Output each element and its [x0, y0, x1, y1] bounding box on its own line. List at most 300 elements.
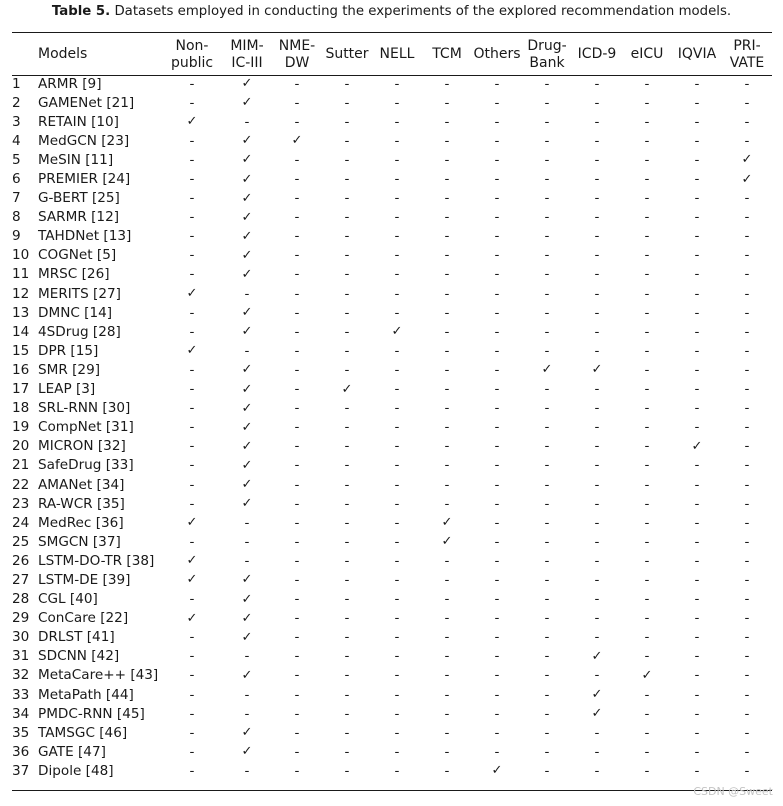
dataset-cell: [572, 399, 622, 418]
dataset-cell: [572, 208, 622, 227]
dataset-mark: -: [394, 419, 400, 436]
table-row: [12, 208, 772, 227]
row-number: 14: [12, 323, 30, 340]
dataset-mark: -: [544, 495, 550, 512]
model-name: LSTM-DO-TR [38]: [38, 552, 155, 569]
dataset-mark: ✓: [591, 362, 603, 378]
dataset-mark: -: [189, 209, 195, 226]
dataset-cell: [722, 93, 772, 112]
dataset-cell: [322, 475, 372, 494]
dataset-cell: [322, 532, 372, 551]
dataset-cell: [472, 590, 522, 609]
dataset-cell: [722, 418, 772, 437]
dataset-cell: [622, 551, 672, 570]
dataset-mark: -: [394, 743, 400, 760]
dataset-cell: [162, 284, 222, 303]
dataset-cell: [372, 322, 422, 341]
dataset-cell: [372, 303, 422, 322]
column-header-line: TCM: [432, 46, 462, 62]
row-number: 5: [12, 151, 21, 168]
dataset-mark: -: [244, 533, 250, 550]
model-name: PMDC-RNN [45]: [38, 705, 145, 722]
dataset-mark: -: [394, 171, 400, 188]
dataset-cell: [672, 456, 722, 475]
dataset-cell: [572, 380, 622, 399]
dataset-cell: [722, 590, 772, 609]
column-header: [422, 35, 472, 74]
model-name: GAMENet [21]: [38, 94, 135, 111]
dataset-cell: [672, 723, 722, 742]
row-number: 2: [12, 94, 21, 111]
dataset-cell: [372, 265, 422, 284]
dataset-mark: -: [594, 438, 600, 455]
dataset-mark: -: [189, 247, 195, 264]
dataset-mark: -: [694, 209, 700, 226]
dataset-mark: -: [444, 247, 450, 264]
dataset-cell: [322, 169, 372, 188]
dataset-cell: [372, 227, 422, 246]
dataset-cell: [622, 150, 672, 169]
dataset-cell: [162, 456, 222, 475]
dataset-cell: [322, 551, 372, 570]
dataset-cell: [222, 169, 272, 188]
dataset-cell: [272, 112, 322, 131]
dataset-cell: [162, 265, 222, 284]
dataset-mark: -: [244, 762, 250, 779]
dataset-mark: -: [494, 743, 500, 760]
dataset-mark: -: [494, 132, 500, 149]
dataset-cell: [472, 437, 522, 456]
dataset-cell: [472, 265, 522, 284]
row-number: 27: [12, 571, 30, 588]
dataset-cell: [672, 570, 722, 589]
dataset-cell: [372, 246, 422, 265]
dataset-mark: -: [644, 629, 650, 646]
dataset-cell: [622, 494, 672, 513]
row-number: 16: [12, 361, 30, 378]
dataset-mark: -: [644, 533, 650, 550]
dataset-cell: [472, 322, 522, 341]
dataset-cell: [372, 532, 422, 551]
dataset-mark: -: [294, 419, 300, 436]
dataset-cell: [622, 590, 672, 609]
dataset-mark: -: [544, 113, 550, 130]
dataset-cell: [322, 227, 372, 246]
dataset-mark: -: [744, 533, 750, 550]
dataset-mark: -: [444, 438, 450, 455]
dataset-mark: -: [344, 113, 350, 130]
table-row: [12, 189, 772, 208]
dataset-mark: -: [544, 94, 550, 111]
dataset-mark: -: [594, 457, 600, 474]
dataset-mark: ✓: [591, 648, 603, 664]
dataset-cell: [162, 513, 222, 532]
dataset-mark: -: [444, 629, 450, 646]
dataset-mark: -: [189, 705, 195, 722]
model-name: MedGCN [23]: [38, 132, 130, 149]
dataset-mark: -: [189, 361, 195, 378]
model-name: ConCare [22]: [38, 610, 129, 627]
dataset-cell: [522, 322, 572, 341]
dataset-cell: [422, 380, 472, 399]
dataset-cell: [162, 475, 222, 494]
dataset-mark: -: [344, 190, 350, 207]
dataset-mark: -: [544, 533, 550, 550]
dataset-mark: ✓: [741, 171, 753, 187]
dataset-mark: -: [744, 304, 750, 321]
dataset-mark: -: [694, 762, 700, 779]
dataset-cell: [722, 360, 772, 379]
dataset-mark: -: [344, 591, 350, 608]
dataset-cell: [672, 169, 722, 188]
model-name: RA-WCR [35]: [38, 495, 125, 512]
dataset-cell: [372, 360, 422, 379]
dataset-cell: [572, 322, 622, 341]
dataset-mark: -: [189, 457, 195, 474]
dataset-cell: [422, 647, 472, 666]
dataset-mark: -: [644, 132, 650, 149]
dataset-cell: [622, 647, 672, 666]
model-cell: [12, 704, 162, 723]
dataset-mark: -: [294, 629, 300, 646]
dataset-mark: -: [294, 190, 300, 207]
dataset-mark: -: [344, 209, 350, 226]
dataset-cell: [422, 74, 472, 93]
dataset-cell: [222, 551, 272, 570]
dataset-mark: -: [544, 476, 550, 493]
dataset-cell: [522, 284, 572, 303]
dataset-cell: [622, 437, 672, 456]
dataset-mark: -: [344, 171, 350, 188]
dataset-cell: [572, 551, 622, 570]
dataset-mark: -: [544, 571, 550, 588]
dataset-cell: [222, 666, 272, 685]
dataset-mark: -: [694, 132, 700, 149]
dataset-cell: [672, 265, 722, 284]
dataset-mark: -: [694, 381, 700, 398]
dataset-cell: [672, 742, 722, 761]
dataset-mark: -: [444, 762, 450, 779]
dataset-cell: [622, 513, 672, 532]
dataset-cell: [162, 704, 222, 723]
dataset-cell: [222, 513, 272, 532]
dataset-mark: -: [644, 151, 650, 168]
dataset-cell: [222, 494, 272, 513]
row-number: 11: [12, 266, 30, 283]
dataset-cell: [722, 189, 772, 208]
model-cell: [12, 761, 162, 780]
table-row: [12, 93, 772, 112]
dataset-mark: -: [644, 438, 650, 455]
dataset-mark: ✓: [241, 725, 253, 741]
dataset-cell: [422, 761, 472, 780]
dataset-cell: [672, 131, 722, 150]
dataset-cell: [422, 322, 472, 341]
dataset-mark: -: [594, 113, 600, 130]
model-name: Dipole [48]: [38, 762, 114, 779]
dataset-mark: -: [594, 533, 600, 550]
dataset-cell: [722, 150, 772, 169]
dataset-mark: -: [444, 686, 450, 703]
dataset-cell: [472, 227, 522, 246]
dataset-cell: [222, 208, 272, 227]
dataset-mark: -: [494, 381, 500, 398]
dataset-mark: -: [294, 304, 300, 321]
row-number: 36: [12, 743, 30, 760]
dataset-mark: -: [594, 400, 600, 417]
dataset-mark: -: [644, 361, 650, 378]
dataset-cell: [472, 169, 522, 188]
dataset-cell: [622, 322, 672, 341]
dataset-cell: [722, 475, 772, 494]
dataset-cell: [162, 112, 222, 131]
dataset-cell: [272, 246, 322, 265]
table-row: [12, 456, 772, 475]
dataset-cell: [322, 284, 372, 303]
dataset-cell: [472, 284, 522, 303]
dataset-cell: [322, 456, 372, 475]
dataset-cell: [422, 265, 472, 284]
dataset-cell: [422, 399, 472, 418]
dataset-cell: [622, 131, 672, 150]
dataset-cell: [572, 437, 622, 456]
dataset-cell: [622, 169, 672, 188]
table-row: [12, 590, 772, 609]
dataset-cell: [322, 666, 372, 685]
model-name: CompNet [31]: [38, 419, 134, 436]
row-number: 1: [12, 75, 21, 92]
dataset-cell: [222, 609, 272, 628]
dataset-mark: -: [189, 476, 195, 493]
dataset-mark: -: [744, 228, 750, 245]
column-header: [322, 35, 372, 74]
dataset-mark: -: [694, 151, 700, 168]
dataset-cell: [222, 303, 272, 322]
dataset-cell: [572, 742, 622, 761]
dataset-mark: -: [244, 342, 250, 359]
dataset-mark: -: [444, 171, 450, 188]
column-header-line: NELL: [379, 46, 415, 62]
dataset-mark: -: [189, 75, 195, 92]
dataset-cell: [672, 647, 722, 666]
dataset-mark: -: [394, 571, 400, 588]
dataset-cell: [722, 647, 772, 666]
dataset-cell: [272, 494, 322, 513]
dataset-mark: -: [444, 94, 450, 111]
dataset-cell: [572, 341, 622, 360]
dataset-mark: -: [394, 209, 400, 226]
dataset-cell: [622, 93, 672, 112]
model-name: COGNet [5]: [38, 247, 117, 264]
dataset-cell: [162, 399, 222, 418]
dataset-cell: [472, 494, 522, 513]
dataset-cell: [472, 609, 522, 628]
dataset-mark: -: [244, 113, 250, 130]
dataset-cell: [222, 418, 272, 437]
dataset-mark: -: [394, 495, 400, 512]
dataset-cell: [372, 341, 422, 360]
dataset-cell: [722, 723, 772, 742]
dataset-mark: -: [294, 342, 300, 359]
column-header-line: MIM-: [230, 37, 264, 54]
dataset-cell: [422, 723, 472, 742]
dataset-mark: -: [744, 323, 750, 340]
dataset-cell: [722, 609, 772, 628]
dataset-mark: -: [544, 285, 550, 302]
dataset-cell: [272, 437, 322, 456]
model-name: ARMR [9]: [38, 75, 102, 92]
dataset-cell: [372, 150, 422, 169]
dataset-mark: ✓: [241, 457, 253, 473]
dataset-cell: [322, 647, 372, 666]
dataset-mark: ✓: [241, 305, 253, 321]
dataset-cell: [422, 246, 472, 265]
dataset-cell: [722, 532, 772, 551]
column-header-line: PRI-: [733, 37, 761, 54]
model-name: MetaPath [44]: [38, 686, 134, 703]
dataset-mark: -: [294, 94, 300, 111]
dataset-cell: [622, 685, 672, 704]
dataset-cell: [372, 704, 422, 723]
dataset-mark: -: [544, 724, 550, 741]
dataset-mark: -: [344, 705, 350, 722]
model-name: LSTM-DE [39]: [38, 571, 131, 588]
dataset-cell: [622, 380, 672, 399]
dataset-mark: -: [694, 514, 700, 531]
model-cell: [12, 131, 162, 150]
table-row: [12, 532, 772, 551]
dataset-cell: [372, 399, 422, 418]
table-row: [12, 761, 772, 780]
dataset-cell: [522, 399, 572, 418]
dataset-mark: -: [344, 132, 350, 149]
table-row: [12, 227, 772, 246]
dataset-cell: [162, 647, 222, 666]
dataset-cell: [672, 494, 722, 513]
dataset-mark: -: [544, 438, 550, 455]
table-caption-text: Datasets employed in conducting the experiments of the explored recommendation models.: [110, 4, 732, 19]
table-row: [12, 322, 772, 341]
dataset-mark: -: [294, 113, 300, 130]
dataset-cell: [272, 513, 322, 532]
model-name: DMNC [14]: [38, 304, 113, 321]
dataset-mark: -: [694, 400, 700, 417]
model-name: SRL-RNN [30]: [38, 400, 131, 417]
model-cell: [12, 380, 162, 399]
dataset-mark: -: [544, 591, 550, 608]
dataset-mark: -: [344, 762, 350, 779]
dataset-mark: ✓: [241, 152, 253, 168]
dataset-cell: [322, 590, 372, 609]
dataset-cell: [672, 418, 722, 437]
dataset-mark: -: [744, 75, 750, 92]
dataset-cell: [422, 609, 472, 628]
dataset-mark: -: [344, 419, 350, 436]
dataset-cell: [322, 609, 372, 628]
dataset-cell: [572, 456, 622, 475]
dataset-mark: -: [394, 667, 400, 684]
dataset-mark: -: [644, 762, 650, 779]
column-header-line: Models: [38, 46, 88, 62]
dataset-cell: [722, 169, 772, 188]
dataset-mark: -: [344, 610, 350, 627]
column-header: [162, 35, 222, 74]
model-cell: [12, 570, 162, 589]
column-header-models: [12, 35, 162, 74]
dataset-cell: [572, 189, 622, 208]
dataset-mark: -: [294, 171, 300, 188]
dataset-mark: -: [744, 743, 750, 760]
dataset-cell: [322, 150, 372, 169]
row-number: 4: [12, 132, 21, 149]
dataset-mark: -: [444, 285, 450, 302]
dataset-mark: -: [444, 113, 450, 130]
model-cell: [12, 208, 162, 227]
dataset-cell: [722, 761, 772, 780]
dataset-mark: -: [394, 762, 400, 779]
dataset-mark: -: [294, 667, 300, 684]
dataset-mark: -: [394, 438, 400, 455]
dataset-mark: -: [494, 94, 500, 111]
dataset-cell: [222, 532, 272, 551]
dataset-cell: [272, 93, 322, 112]
table-row: [12, 169, 772, 188]
row-number: 17: [12, 381, 30, 398]
dataset-cell: [222, 131, 272, 150]
row-number: 28: [12, 591, 30, 608]
row-number: 9: [12, 228, 21, 245]
model-name: MetaCare++ [43]: [38, 667, 159, 684]
dataset-mark: -: [394, 247, 400, 264]
table-row: [12, 74, 772, 93]
dataset-mark: -: [444, 361, 450, 378]
dataset-cell: [162, 437, 222, 456]
model-cell: [12, 284, 162, 303]
dataset-mark: -: [344, 247, 350, 264]
dataset-cell: [372, 666, 422, 685]
table-row: [12, 437, 772, 456]
dataset-mark: -: [694, 361, 700, 378]
dataset-mark: -: [694, 686, 700, 703]
dataset-cell: [672, 532, 722, 551]
dataset-mark: ✓: [241, 171, 253, 187]
dataset-mark: -: [444, 209, 450, 226]
column-header-line: eICU: [630, 46, 664, 62]
table-row: [12, 360, 772, 379]
row-number: 35: [12, 724, 30, 741]
dataset-mark: -: [694, 247, 700, 264]
dataset-mark: -: [444, 667, 450, 684]
dataset-mark: -: [444, 552, 450, 569]
table-caption: [0, 3, 783, 21]
dataset-mark: ✓: [591, 687, 603, 703]
dataset-cell: [322, 437, 372, 456]
model-cell: [12, 399, 162, 418]
dataset-cell: [522, 590, 572, 609]
dataset-mark: -: [294, 705, 300, 722]
dataset-cell: [572, 418, 622, 437]
dataset-cell: [572, 169, 622, 188]
dataset-cell: [672, 150, 722, 169]
dataset-cell: [672, 360, 722, 379]
dataset-cell: [372, 456, 422, 475]
dataset-mark: -: [189, 724, 195, 741]
dataset-mark: -: [744, 247, 750, 264]
dataset-cell: [672, 303, 722, 322]
dataset-cell: [622, 189, 672, 208]
dataset-mark: -: [444, 400, 450, 417]
dataset-mark: -: [594, 495, 600, 512]
